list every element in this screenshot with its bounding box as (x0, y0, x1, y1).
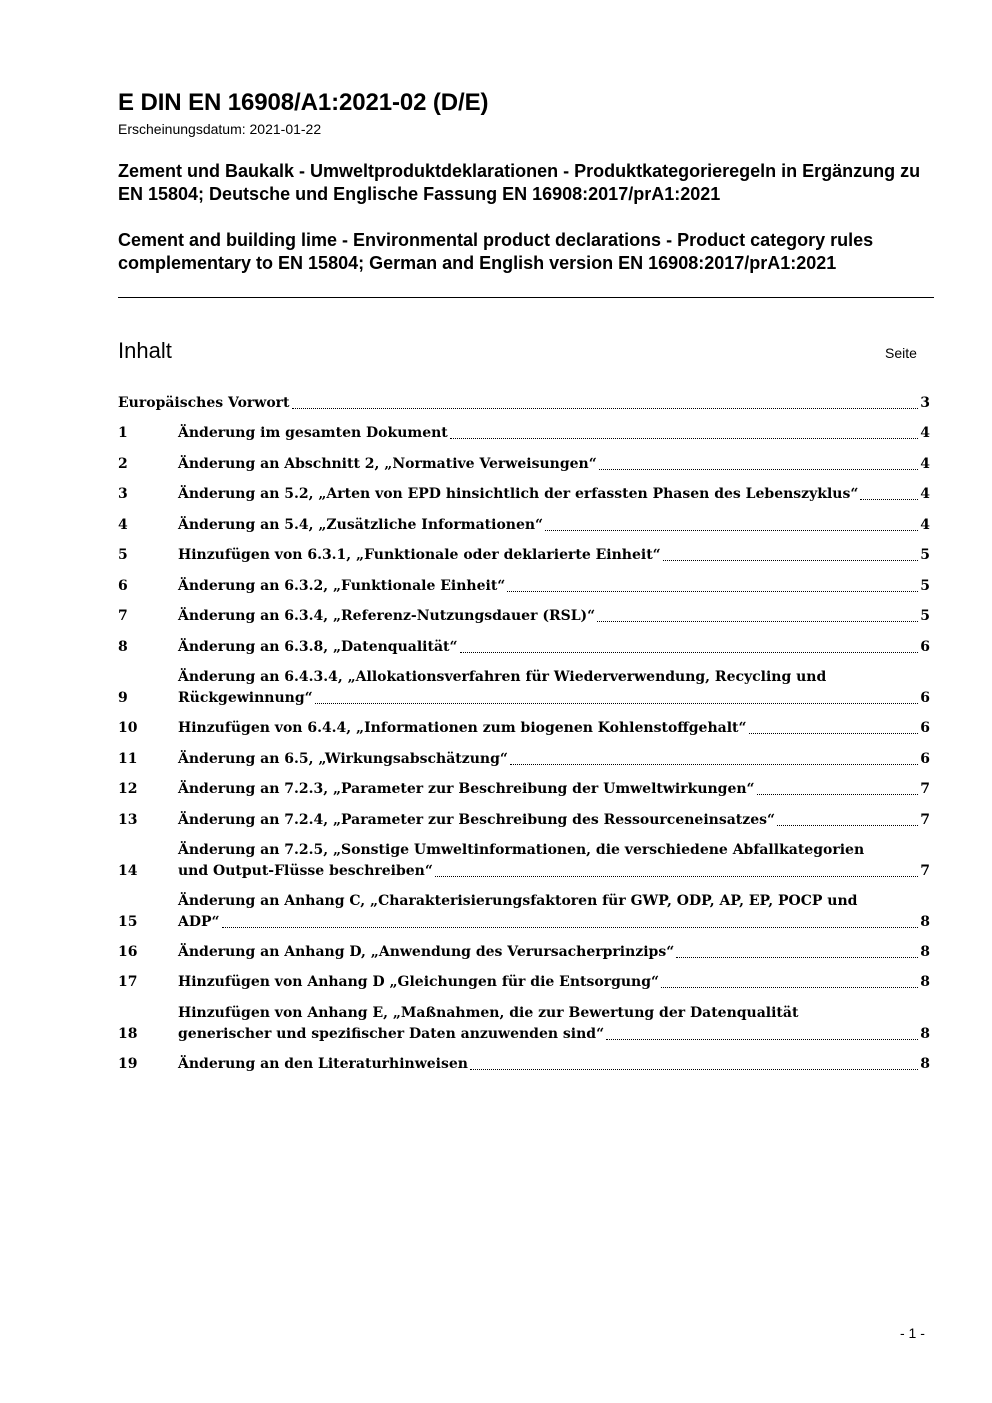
toc-entry[interactable] (118, 576, 930, 597)
toc-entry-title: Änderung an 7.2.4, „Parameter zur Beschreibung des Ressourceneinsatzes“ (178, 812, 776, 828)
toc-entry-title: Änderung im gesamten Dokument (178, 425, 448, 441)
toc-entry-title-line: Änderung an Anhang C, „Charakterisierungsfaktoren für GWP, ODP, AP, EP, POCP und (178, 893, 858, 909)
toc-entry[interactable] (118, 1054, 930, 1075)
toc-entry-number: 12 (118, 781, 138, 797)
toc-entry-page: 5 (920, 578, 930, 594)
toc-entry-title: Änderung an 5.4, „Zusätzliche Informationen“ (178, 517, 544, 533)
toc-entry-title: generischer und spezifischer Daten anzuwenden sind“ (178, 1026, 605, 1042)
toc-entry-page: 3 (920, 395, 930, 411)
toc-entry-number: 2 (118, 456, 128, 472)
toc-entry[interactable] (118, 606, 930, 627)
toc-entry-page: 7 (920, 863, 930, 879)
toc-entry-number: 7 (118, 608, 128, 624)
toc-dot-leader (292, 408, 919, 409)
toc-entry-page: 7 (920, 781, 930, 797)
toc-entry-number: 13 (118, 812, 138, 828)
toc-page-column-label: Seite (885, 345, 917, 361)
header-divider (118, 297, 934, 298)
toc-entry-page: 4 (920, 456, 930, 472)
toc-entry-page: 4 (920, 425, 930, 441)
toc-entry-title: Änderung an Abschnitt 2, „Normative Verweisungen“ (178, 456, 597, 472)
toc-dot-leader (315, 703, 919, 704)
toc-entry-page: 4 (920, 517, 930, 533)
toc-entry-title: Hinzufügen von 6.4.4, „Informationen zum biogenen Kohlenstoffgehalt“ (178, 720, 747, 736)
toc-entry-title: Hinzufügen von 6.3.1, „Funktionale oder deklarierte Einheit“ (178, 547, 661, 563)
toc-dot-leader (860, 499, 918, 500)
toc-entry-page: 5 (920, 608, 930, 624)
toc-entry[interactable] (118, 454, 930, 475)
toc-entry-number: 16 (118, 944, 138, 960)
toc-entry-number: 11 (118, 751, 138, 767)
toc-entry-page: 6 (920, 720, 930, 736)
toc-entry-title: und Output-Flüsse beschreiben“ (178, 863, 433, 879)
toc-entry[interactable] (118, 779, 930, 800)
toc-entry-number: 14 (118, 863, 138, 879)
toc-entry-number: 9 (118, 690, 128, 706)
toc-entry-title: Rückgewinnung“ (178, 690, 313, 706)
toc-entry-title: Änderung an den Literaturhinweisen (178, 1056, 468, 1072)
toc-entry-number: 8 (118, 639, 128, 655)
toc-dot-leader (597, 621, 918, 622)
toc-entry[interactable] (118, 423, 930, 444)
toc-entry-number: 1 (118, 425, 128, 441)
toc-entry-number: 19 (118, 1056, 138, 1072)
toc-entry-page: 6 (920, 690, 930, 706)
toc-entry-page: 7 (920, 812, 930, 828)
toc-entry-page: 6 (920, 639, 930, 655)
toc-entry[interactable] (118, 667, 930, 709)
toc-entry-title: Europäisches Vorwort (118, 395, 290, 411)
toc-entry[interactable] (118, 545, 930, 566)
toc-entry-number: 17 (118, 974, 138, 990)
toc-entry-title-line: Hinzufügen von Anhang E, „Maßnahmen, die zur Bewertung der Datenqualität (178, 1005, 799, 1021)
toc-entry-number: 18 (118, 1026, 138, 1042)
title-german: Zement und Baukalk - Umweltproduktdeklarationen - Produktkategorieregeln in Ergänzung zu EN 15804; Deutsche und Englische Fassung EN 16908:2017/prA1:2021 (118, 161, 921, 204)
toc-dot-leader (450, 438, 918, 439)
toc-entry-title: ADP“ (178, 914, 220, 930)
toc-entry-title: Änderung an 6.3.4, „Referenz-Nutzungsdauer (RSL)“ (178, 608, 596, 624)
toc-entry[interactable] (118, 515, 930, 536)
toc-dot-leader (470, 1069, 918, 1070)
toc-entry[interactable] (118, 484, 930, 505)
toc-entry-number: 4 (118, 517, 128, 533)
toc-dot-leader (757, 794, 919, 795)
toc-entry[interactable] (118, 942, 930, 963)
toc-dot-leader (599, 469, 919, 470)
toc-entry-number: 10 (118, 720, 138, 736)
toc-entry-page: 8 (920, 1056, 930, 1072)
toc-entry[interactable] (118, 393, 930, 414)
toc-heading: Inhalt (118, 338, 172, 363)
toc-dot-leader (222, 927, 919, 928)
toc-entry-page: 8 (920, 944, 930, 960)
toc-entry-number: 15 (118, 914, 138, 930)
toc-entry-title: Hinzufügen von Anhang D „Gleichungen für die Entsorgung“ (178, 974, 660, 990)
toc-entry-title: Änderung an 6.3.8, „Datenqualität“ (178, 639, 458, 655)
title-english: Cement and building lime - Environmental product declarations - Product category rules complementary to EN 15804; German and English version EN 16908:2017/prA1:2021 (118, 230, 874, 273)
toc-entry[interactable] (118, 749, 930, 770)
toc-dot-leader (606, 1039, 918, 1040)
toc-entry-page: 4 (920, 486, 930, 502)
toc-dot-leader (676, 957, 918, 958)
toc-entry-page: 8 (920, 974, 930, 990)
toc-dot-leader (510, 764, 918, 765)
page-number: - 1 - (900, 1325, 925, 1341)
toc-entry[interactable] (118, 1003, 930, 1045)
toc-dot-leader (749, 733, 919, 734)
toc-entry-page: 8 (920, 914, 930, 930)
toc-entry-title-line: Änderung an 6.4.3.4, „Allokationsverfahren für Wiederverwendung, Recycling und (178, 669, 827, 685)
toc-entry-number: 6 (118, 578, 128, 594)
toc-dot-leader (663, 560, 919, 561)
toc-dot-leader (777, 825, 918, 826)
document-id: E DIN EN 16908/A1:2021-02 (D/E) (118, 89, 489, 116)
toc-entry-number: 5 (118, 547, 128, 563)
toc-dot-leader (661, 987, 918, 988)
toc-entry-title: Änderung an 6.5, „Wirkungsabschätzung“ (178, 751, 508, 767)
toc-entry-number: 3 (118, 486, 128, 502)
toc-entry[interactable] (118, 972, 930, 993)
toc-entry-title: Änderung an 6.3.2, „Funktionale Einheit“ (178, 578, 506, 594)
toc-dot-leader (507, 591, 918, 592)
toc-entry-title-line: Änderung an 7.2.5, „Sonstige Umweltinformationen, die verschiedene Abfallkategorien (178, 842, 865, 858)
toc-entry-title: Änderung an 5.2, „Arten von EPD hinsichtlich der erfassten Phasen des Lebenszyklus“ (178, 486, 859, 502)
toc-entry-page: 8 (920, 1026, 930, 1042)
toc-entry-title: Änderung an Anhang D, „Anwendung des Verursacherprinzips“ (178, 944, 675, 960)
toc-entry-title: Änderung an 7.2.3, „Parameter zur Beschreibung der Umweltwirkungen“ (178, 781, 755, 797)
toc-entry[interactable] (118, 718, 930, 739)
toc-dot-leader (460, 652, 919, 653)
publication-date: Erscheinungsdatum: 2021-01-22 (118, 121, 322, 137)
toc-entry[interactable] (118, 891, 930, 933)
toc-dot-leader (545, 530, 918, 531)
toc-entry[interactable] (118, 637, 930, 658)
toc-entry[interactable] (118, 810, 930, 831)
toc-entry[interactable] (118, 840, 930, 882)
toc-dot-leader (435, 876, 918, 877)
toc-entry-page: 5 (920, 547, 930, 563)
toc-entry-page: 6 (920, 751, 930, 767)
